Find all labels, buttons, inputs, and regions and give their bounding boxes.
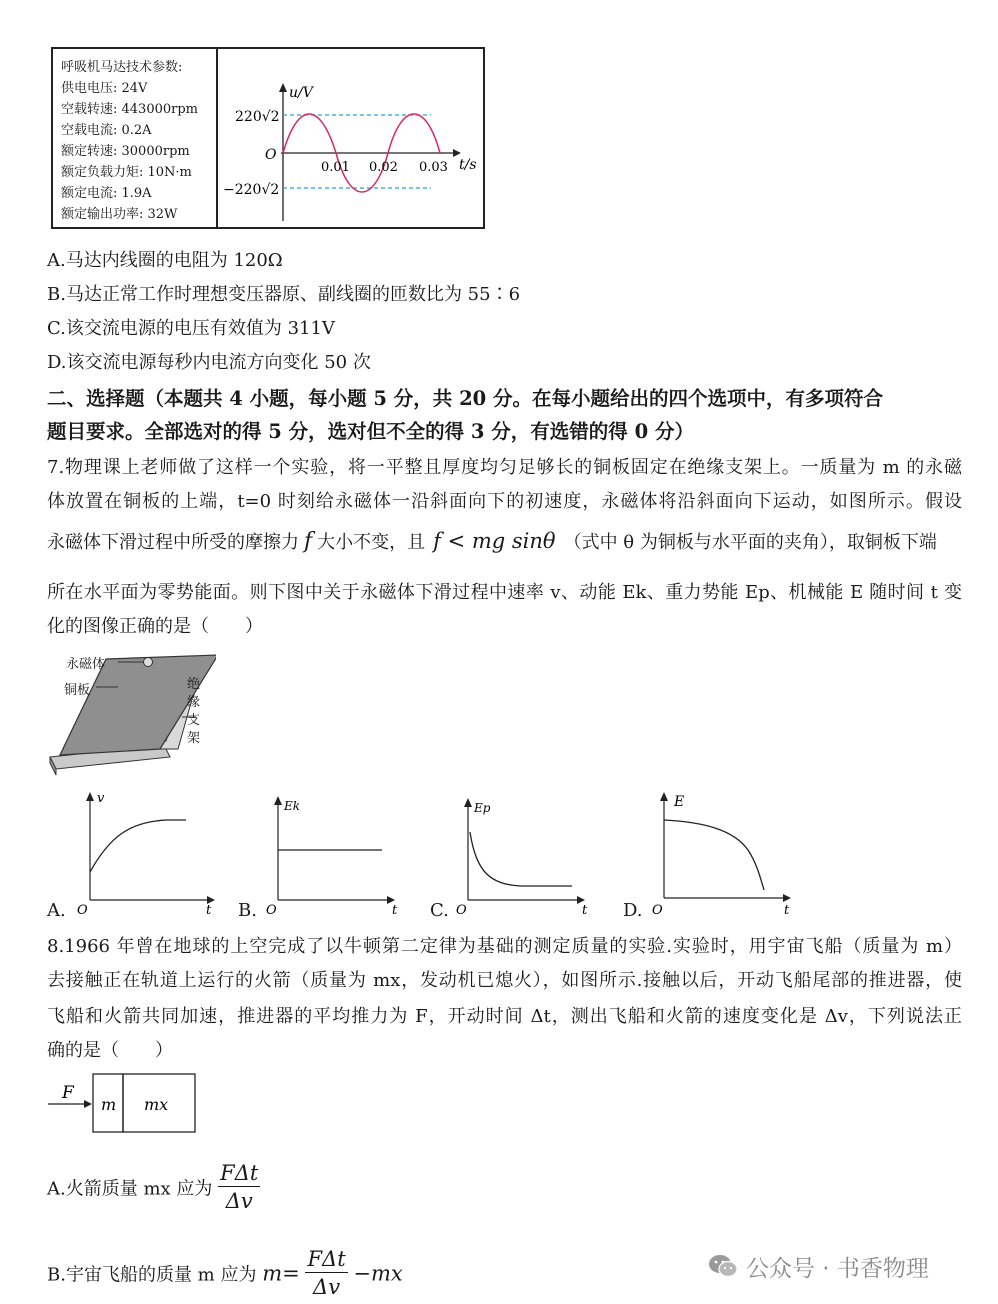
q6-option-b[interactable]: B.马达正常工作时理想变压器原、副线圈的匝数比为 55∶6 <box>47 284 521 305</box>
tick-label: 0.02 <box>369 160 398 175</box>
q7-option-b-label[interactable]: B. <box>238 900 257 921</box>
voltage-x-arrow <box>453 149 461 157</box>
graph-c[interactable] <box>450 792 600 918</box>
motor-figure-box <box>51 47 485 229</box>
q7-text-line4: 所在水平面为零势能面。则下图中关于永磁体下滑过程中速率 v、动能 Ek、重力势能 Ep、机械能 E 随时间 t 变 <box>47 582 962 603</box>
q8-text-line2: 去接触正在轨道上运行的火箭（质量为 mx，发动机已熄火），如图所示.接触以后，开动飞船尾部的推进器，使 <box>47 970 962 991</box>
svg-text:t: t <box>784 903 790 918</box>
y-axis-label: u/V <box>289 85 313 101</box>
velocity-curve <box>90 820 186 872</box>
q8-option-b-text: B.宇宙飞船的质量 m 应为 <box>47 1264 257 1286</box>
voltage-y-arrow <box>279 83 287 92</box>
q6-option-d[interactable]: D.该交流电源每秒内电流方向变化 50 次 <box>47 352 371 373</box>
svg-text:Ek: Ek <box>284 799 301 813</box>
potential-energy-curve <box>470 832 572 886</box>
q7-text-line1: 7.物理课上老师做了这样一个实验，将一平整且厚度均匀足够长的铜板固定在绝缘支架上。一质量为 m 的永磁 <box>47 457 962 478</box>
mechanical-energy-curve <box>664 820 764 890</box>
q8-option-b-fraction: $\frac{\text{FΔt}}{\Delta v}$ <box>307 1247 346 1299</box>
wechat-icon <box>708 1253 738 1279</box>
q7-inequality: f < mg sinθ <box>433 529 556 553</box>
q7-option-c-label[interactable]: C. <box>430 900 449 921</box>
q8-option-b-rhs: −mx <box>353 1261 403 1286</box>
q7-text-line5: 化的图像正确的是（ ） <box>47 616 263 637</box>
q7-line3-part3: （式中 θ 为铜板与水平面的夹角），取铜板下端 <box>563 532 937 553</box>
motor-spec-line: 空载转速: 443000rpm <box>61 102 199 117</box>
magnet-block <box>144 658 153 667</box>
svg-text:t: t <box>392 903 398 918</box>
svg-text:O: O <box>77 903 88 918</box>
q8-text-line1: 8.1966 年曾在地球的上空完成了以牛顿第二定律为基础的测定质量的实验.实验时，用宇宙飞船（质量为 m） <box>47 936 962 957</box>
motor-spec-line: 额定负载力矩: 10N·m <box>61 165 192 180</box>
q7-text-line3: 永磁体下滑过程中所受的摩擦力 f 大小不变，且 f < mg sinθ （式中 θ 为铜板与水平面的夹角），取铜板下端 <box>47 529 937 554</box>
svg-text:t: t <box>206 903 212 918</box>
svg-text:t: t <box>582 903 588 918</box>
svg-text:O: O <box>456 903 467 918</box>
graph-a[interactable] <box>70 786 220 918</box>
q7-line3-part2: 大小不变，且 <box>317 532 426 553</box>
graph-origin: O <box>265 147 277 163</box>
magnet-label: 永磁体 <box>66 657 106 672</box>
motor-spec-list <box>61 57 198 225</box>
q6-option-a[interactable]: A.马达内线圈的电阻为 120Ω <box>47 250 283 271</box>
tick-label: 0.03 <box>419 160 448 175</box>
support-label: 绝 缘 支 架 <box>187 677 201 746</box>
graph-d[interactable] <box>644 786 804 918</box>
q7-option-d-label[interactable]: D. <box>623 900 643 921</box>
q8-option-a-text: A.火箭质量 mx 应为 <box>47 1178 213 1200</box>
svg-text:E: E <box>674 794 685 810</box>
svg-text:v: v <box>97 791 105 806</box>
spaceship-rocket-figure <box>44 1072 204 1136</box>
motor-spec-line: 供电电压: 24V <box>61 81 148 96</box>
section2-heading-line2: 题目要求。全部选对的得 5 分，选对但不全的得 3 分，有选错的得 0 分） <box>47 420 694 443</box>
q8-option-b[interactable] <box>47 1246 403 1301</box>
q6-option-c[interactable]: C.该交流电源的电压有效值为 311V <box>47 318 335 339</box>
svg-text:mx: mx <box>144 1095 169 1114</box>
watermark-text: 公众号 · 书香物理 <box>746 1255 929 1282</box>
graph-b[interactable] <box>258 790 408 918</box>
voltage-graph <box>219 49 483 227</box>
tick-label: 0.01 <box>321 160 350 175</box>
motor-spec-line: 空载电流: 0.2A <box>61 123 152 138</box>
q8-option-a[interactable] <box>47 1160 260 1215</box>
peak-neg-label: −220√2 <box>223 182 280 198</box>
q7-text-line2: 体放置在铜板的上端，t=0 时刻给永磁体一沿斜面向下的初速度，永磁体将沿斜面向下运动，如图所示。假设 <box>47 491 962 512</box>
svg-text:O: O <box>266 903 277 918</box>
q8-option-b-lhs: m= <box>262 1261 300 1286</box>
motor-spec-line: 额定转速: 30000rpm <box>61 144 190 159</box>
motor-spec-title: 呼吸机马达技术参数: <box>61 60 183 75</box>
q7-line3-part1: 永磁体下滑过程中所受的摩擦力 <box>47 532 299 553</box>
motor-spec-divider <box>216 49 218 227</box>
q7-option-a-label[interactable]: A. <box>47 900 66 921</box>
svg-text:O: O <box>652 903 663 918</box>
svg-text:F: F <box>62 1083 74 1103</box>
peak-pos-label: 220√2 <box>235 109 280 125</box>
q8-option-a-fraction: $\frac{\text{FΔt}}{\Delta v}$ <box>220 1161 259 1213</box>
x-axis-label: t/s <box>459 157 477 173</box>
motor-spec-line: 额定电流: 1.9A <box>61 186 152 201</box>
section2-heading-line1: 二、选择题（本题共 4 小题，每小题 5 分，共 20 分。在每小题给出的四个选项中，有多项符合 <box>47 387 884 410</box>
motor-spec-line: 额定输出功率: 32W <box>61 207 178 222</box>
svg-text:m: m <box>101 1095 117 1114</box>
plate-label: 铜板 <box>64 683 91 698</box>
q8-text-line3: 飞船和火箭共同加速，推进器的平均推力为 F，开动时间 Δt，测出飞船和火箭的速度变化是 Δv，下列说法正 <box>47 1006 962 1027</box>
q8-text-line4: 确的是（ ） <box>47 1040 173 1061</box>
svg-text:Ep: Ep <box>474 801 491 815</box>
watermark <box>708 1248 929 1284</box>
